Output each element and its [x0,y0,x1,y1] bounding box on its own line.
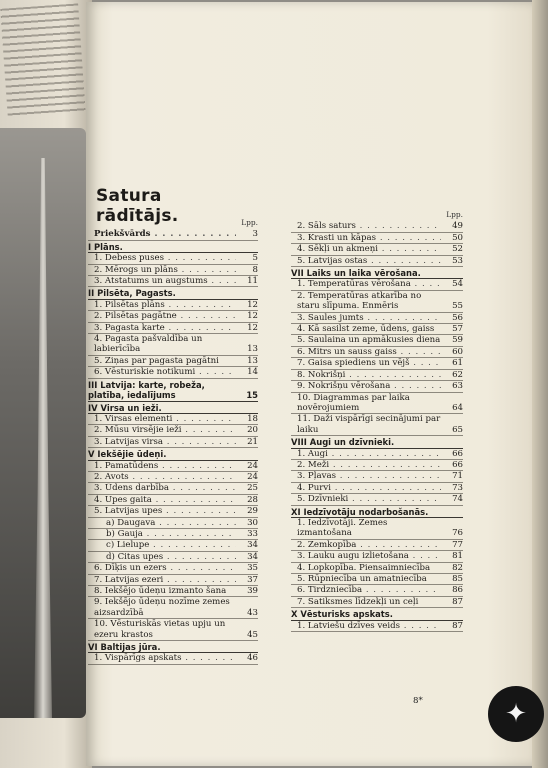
toc-entry-title: 1. Vispārīgs apskats . . . [94,653,236,663]
toc-entry-title: 6. Vēsturiskie notikumi . . . [94,367,236,377]
toc-entry-title: 7. Gaisa spiediens un vējš . . . [297,358,441,368]
toc-entry [291,518,463,540]
toc-entry-page: 34 [247,551,258,562]
toc-entry [291,244,463,255]
toc-entry [291,313,463,324]
toc-entry-page: 12 [247,311,258,322]
toc-entry-title: 6. Dīķis un ezers . . . [94,563,236,573]
toc-entry [88,461,258,472]
toc-entry [88,540,258,551]
toc-section-heading [291,268,463,279]
toc-entry [291,358,463,369]
toc-entry-title: 9. Nokrišņu vērošana . . . [297,381,441,391]
toc-entry-title: 7. Latvijas ezeri . . . [94,575,236,585]
toc-entry-title: 5. Dzīvnieki . . . [297,494,441,504]
toc-entry-page: 24 [247,471,258,482]
toc-section-heading [88,288,258,299]
toc-entry-title: 3. Saules jumts . . . [297,313,441,323]
toc-section-heading [291,609,463,620]
toc-entry-title: VIII Augi un dzīvnieki. [291,437,395,448]
toc-entry [291,471,463,482]
toc-entry-title: d) Citas upes . . . [106,552,236,562]
toc-entry-title: 3. Latvijas virsa . . . [94,437,236,447]
toc-entry-title: 1. Pamatūdens . . . [94,461,236,471]
toc-entry-title: 2. Avots . . . [94,472,236,482]
toc-entry-title: 5. Saulaina un apmākusies diena [297,335,441,346]
toc-entry [88,563,258,574]
toc-entry [291,585,463,596]
toc-entry [291,460,463,471]
toc-entry-title: 5. Ziņas par pagasta pagātni [94,355,219,366]
toc-entry [291,279,463,290]
toc-entry-page: 87 [452,620,463,631]
toc-entry [291,563,463,574]
toc-entry-page: 29 [247,506,258,517]
toc-entry [88,495,258,506]
toc-entry-title: a) Daugava . . . [106,518,236,528]
toc-entry-title: V Iekšējie ūdeņi. [88,449,167,460]
toc-entry-title: 6. Mitrs un sauss gaiss . . . [297,347,441,357]
toc-entry [291,324,463,335]
toc-entry-title: 2. Temperatūras atkarība no staru slīpuma. Enmēris [297,290,422,312]
toc-entry-page: 71 [452,471,463,482]
toc-entry-title: 9. Iekšējo ūdeņu nozīme zemes aizsardzībā [94,597,230,618]
toc-entry-title: 3. Pagasta karte . . . [94,323,236,333]
toc-entry-page: 86 [452,585,463,596]
toc-entry-title: 3. Lauku augu izlietošana . . . [297,551,441,561]
toc-section-heading [88,642,258,653]
toc-entry [88,437,258,448]
toc-entry-page: 28 [247,494,258,505]
toc-entry [88,597,258,619]
toc-entry-page: 61 [452,358,463,369]
toc-entry-title: 5. Latvijas upes . . . [94,506,236,516]
toc-entry-title: 3. Pļavas . . . [297,471,441,481]
toc-entry-page: 37 [247,574,258,585]
toc-entry-page: 57 [452,324,463,335]
toc-entry-page: 50 [452,232,463,243]
toc-entry-page: 66 [452,459,463,470]
toc-entry [88,229,258,240]
page-heading: Lpp. [446,210,463,219]
toc-entry-title: 1. Temperatūras vērošana . . . [297,279,441,289]
toc-entry-page: 73 [452,482,463,493]
toc-entry [88,300,258,311]
toc-entry-title: 1. Debess puses . . . [94,253,236,263]
toc-entry-page: 13 [247,355,258,366]
toc-entry [88,367,258,378]
toc-entry-page: 5 [252,253,258,264]
toc-entry-title: 8. Nokrišņi . . . [297,370,441,380]
toc-entry-title: 1. Pilsētas plāns . . . [94,300,236,310]
toc-right-list [291,221,463,632]
toc-entry-title: 1. Latviešu dzīves veids . . . [297,621,441,631]
toc-entry [88,575,258,586]
toc-entry-page: 21 [247,436,258,447]
toc-entry-page: 54 [452,279,463,290]
toc-entry [88,552,258,563]
toc-entry [291,381,463,392]
toc-entry-title: 2. Meži . . . [297,460,441,470]
toc-left-column [88,218,258,665]
toc-entry-page: 18 [247,413,258,424]
toc-entry-page: 63 [452,381,463,392]
toc-entry [291,597,463,608]
toc-entry [88,323,258,334]
toc-entry-title: c) Lielupe . . . [106,540,236,550]
toc-entry-title: 3. Krasti un kāpas . . . [297,233,441,243]
toc-entry [88,425,258,436]
toc-entry [88,653,258,664]
toc-entry-title: 4. Pagasta pašvaldība un labierīcība [94,334,203,355]
toc-entry-title: 7. Satiksmes līdzekļi un ceļi [297,596,419,607]
toc-entry-page: 77 [452,539,463,550]
toc-entry-page: 35 [247,563,258,574]
toc-entry [88,276,258,287]
toc-entry-title: 1. Iedzīvotāji. Zemes izmantošana [297,517,388,539]
monument-photo [0,128,86,718]
toc-entry-title: b) Gauja . . . [106,529,236,539]
toc-entry-page: 65 [452,424,463,435]
toc-entry [291,233,463,244]
toc-entry [291,551,463,562]
facing-page-text-block [0,3,85,118]
toc-entry-title: 4. Kā sasilst zeme, ūdens, gaiss [297,324,435,335]
toc-entry-title: 5. Rūpniecība un amatniecība [297,574,427,584]
toc-entry-page: 87 [452,596,463,607]
toc-entry-page: 62 [452,369,463,380]
printer-signature: 8* [413,696,423,706]
page-edge [532,0,548,768]
toc-entry-page: 49 [452,221,463,232]
toc-entry-page: 30 [247,517,258,528]
monument-figure [34,158,52,718]
toc-entry [88,529,258,540]
toc-entry-title: 4. Upes gaita . . . [94,495,236,505]
toc-right-column [291,210,463,632]
toc-entry [291,335,463,346]
toc-entry-title: 8. Iekšējo ūdeņu izmanto šana [94,586,227,596]
toc-entry [88,506,258,517]
toc-entry-page: 39 [247,586,258,596]
toc-entry [291,291,463,313]
toc-entry-title: III Latvija: karte, robeža, platība, iedalījums [88,379,205,401]
toc-entry-page: 13 [247,344,258,355]
toc-entry-page: 14 [247,367,258,378]
toc-section-heading [88,403,258,414]
toc-section-heading [88,449,258,460]
toc-entry [88,472,258,483]
toc-entry-page: 74 [452,494,463,505]
toc-entry-title: 2. Zemkopība . . . [297,540,441,550]
toc-entry-page: 60 [452,346,463,357]
toc-entry-title: 4. Lopkopība. Piensaimniecība [297,562,431,573]
toc-entry-page: 82 [452,562,463,573]
toc-entry [88,619,258,641]
toc-entry-page: 12 [247,322,258,333]
toc-entry-title: 6. Tirdzniecība . . . [297,585,441,595]
toc-entry-title: 3. Ūdens darbība . . . [94,483,236,493]
toc-section-heading [88,242,258,253]
toc-entry-page: 25 [247,483,258,494]
toc-entry-title: II Pilsēta, Pagasts. [88,288,176,299]
toc-entry-title: 2. Sāls saturs . . . [297,221,441,231]
toc-entry [88,253,258,264]
toc-entry [291,494,463,505]
toc-section-heading [291,507,463,518]
toc-entry [291,370,463,381]
toc-entry [291,414,463,436]
toc-entry-page: 12 [247,299,258,310]
toc-entry-page: 3 [252,229,258,240]
toc-entry [88,265,258,276]
toc-entry-page: 43 [247,607,258,618]
toc-entry-page: 66 [452,448,463,459]
toc-section-heading [291,437,463,448]
toc-entry [291,621,463,632]
toc-entry-page: 15 [246,390,258,401]
toc-entry [88,311,258,322]
toc-entry-title: Priekšvārds . . . [94,229,236,239]
toc-entry-title: 1. Augi . . . [297,449,441,459]
toc-left-list [88,229,258,664]
page-title: Satura rādītājs. [96,186,179,226]
toc-entry-title: X Vēsturisks apskats. [291,609,393,620]
toc-entry-title: 1. Virsas elementi . . . [94,414,236,424]
toc-entry-title: 10. Vēsturiskās vietas upju un ezeru krastos [94,619,226,640]
toc-entry-page: 33 [247,528,258,539]
toc-entry-title: IV Virsa un ieži. [88,402,162,413]
toc-entry-page: 53 [452,255,463,266]
toc-entry [291,483,463,494]
toc-entry-title: VII Laiks un laika vērošana. [291,268,421,279]
toc-entry-title: 2. Mūsu virsējie ieži . . . [94,425,236,435]
toc-entry-title: 3. Atstatums un augstums . . . [94,276,236,286]
toc-entry [291,449,463,460]
toc-entry-page: 81 [452,551,463,562]
toc-entry-page: 20 [247,425,258,436]
toc-entry-title: XI Iedzīvotāju nodarbošanās. [291,506,429,517]
toc-entry-title: 2. Mērogs un plāns . . . [94,265,236,275]
toc-entry-page: 85 [452,574,463,584]
toc-entry [88,414,258,425]
toc-section-heading [88,380,258,402]
toc-entry [88,483,258,494]
toc-entry [88,356,258,367]
toc-entry [88,518,258,529]
toc-entry-page: 24 [247,460,258,471]
toc-entry-page: 55 [452,301,463,312]
watermark-logo [488,686,544,742]
toc-entry-page: 76 [452,528,463,539]
page-heading: Lpp. [241,218,258,227]
toc-entry-page: 34 [247,540,258,551]
toc-entry-title: 11. Daži vispārīgi secinājumi par laiku [297,414,441,435]
toc-entry-page: 46 [247,653,258,664]
toc-entry [291,540,463,551]
toc-entry-title: 5. Latvijas ostas . . . [297,256,441,266]
toc-entry [88,586,258,597]
toc-entry [88,334,258,356]
toc-entry-title: 4. Sēkļi un akmeņi . . . [297,244,441,254]
toc-entry-title: VI Baltijas jūra. [88,642,161,653]
toc-entry-page: 11 [247,276,258,287]
toc-entry-title: 10. Diagrammas par laika novērojumiem [297,392,410,413]
toc-entry-title: 2. Pilsētas pagātne . . . [94,311,236,321]
toc-entry [291,221,463,232]
toc-entry [291,393,463,415]
toc-entry-title: 4. Purvi . . . [297,483,441,493]
toc-entry-page: 8 [252,264,258,275]
toc-entry-page: 45 [247,629,258,640]
facing-page [0,0,92,768]
toc-entry-page: 52 [452,244,463,255]
toc-entry [291,256,463,267]
toc-entry-page: 56 [452,312,463,323]
toc-entry [291,574,463,585]
toc-entry-page: 64 [452,402,463,413]
toc-entry-title: I Plāns. [88,241,123,252]
toc-entry-page: 59 [452,335,463,346]
toc-entry [291,347,463,358]
star-flower-icon: ✦ [505,699,527,729]
